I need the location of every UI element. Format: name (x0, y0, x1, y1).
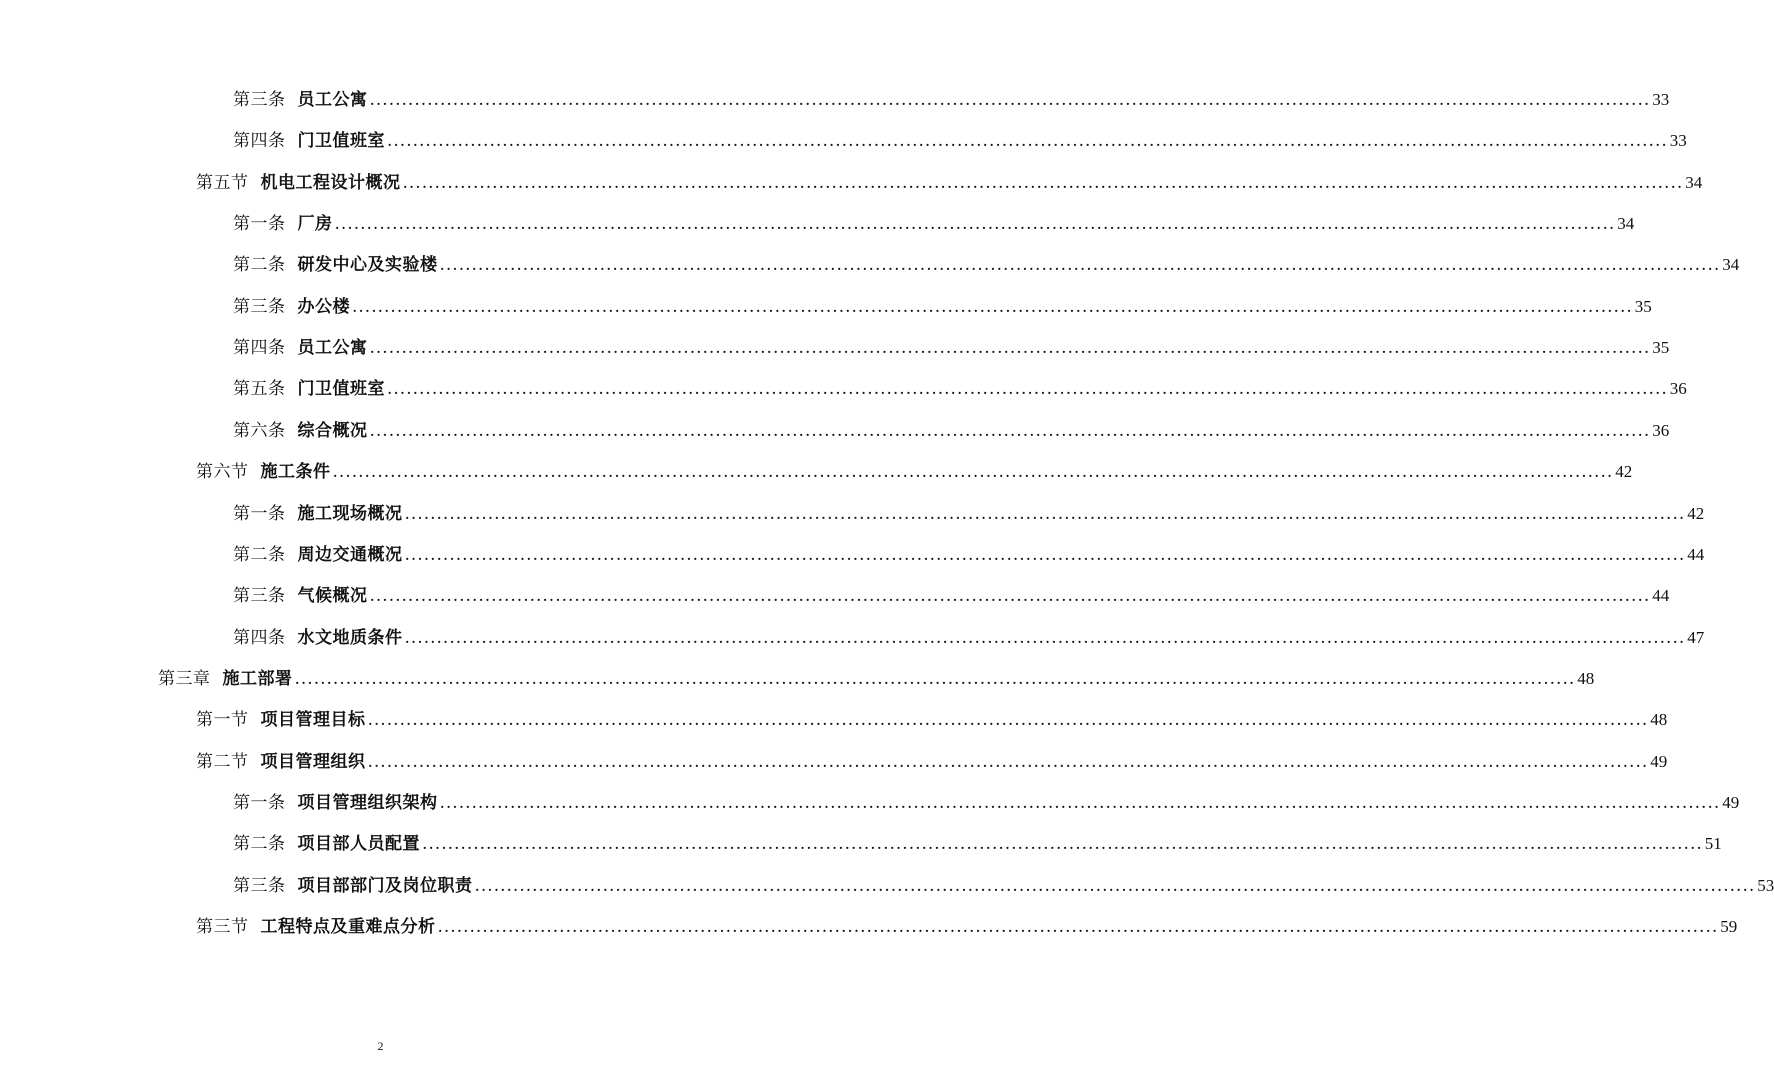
toc-entry-page: 34 (1685, 172, 1703, 192)
toc-entry-title: 门卫值班室 (297, 131, 385, 152)
toc-entry-title: 施工部署 (222, 668, 293, 689)
toc-entry-title: 项目部人员配置 (297, 834, 420, 855)
toc-leader-dots: ........................................................................................................................................................................................................ (369, 338, 1651, 359)
toc-entry-title: 员工公寓 (297, 338, 368, 359)
toc-entry-title: 厂房 (297, 214, 333, 235)
toc-leader-dots: ........................................................................................................................................................................................................ (369, 90, 1651, 110)
toc-entry[interactable] (233, 832, 1722, 856)
toc-entry[interactable] (233, 626, 1705, 650)
toc-entry-title: 施工现场概况 (297, 503, 403, 524)
toc-leader-dots: ........................................................................................................................................................................................................ (402, 172, 1684, 193)
toc-leader-dots: ........................................................................................................................................................................................................ (332, 462, 1614, 483)
toc-entry-page: 48 (1577, 668, 1595, 688)
toc-entry-title: 气候概况 (297, 586, 368, 607)
toc-entry-page: 49 (1650, 751, 1668, 771)
toc-leader-dots: ........................................................................................................................................................................................................ (367, 710, 1649, 731)
toc-entry-page: 33 (1652, 90, 1670, 109)
toc-entry-title: 项目管理组织架构 (297, 792, 438, 813)
toc-leader-dots: ........................................................................................................................................................................................................ (387, 131, 1668, 152)
toc-entry-page: 36 (1669, 379, 1687, 399)
toc-entry-title: 施工条件 (260, 462, 331, 483)
toc-entry-page: 59 (1720, 917, 1738, 936)
toc-entry-number: 第三条 (233, 296, 286, 317)
toc-entry-title: 门卫值班室 (297, 379, 385, 400)
toc-entry-number: 第二条 (233, 544, 286, 565)
toc-entry-page: 51 (1704, 834, 1722, 854)
toc-entry-page: 44 (1687, 544, 1705, 564)
toc-entry[interactable] (196, 708, 1668, 732)
toc-entry-number: 第三章 (158, 668, 211, 689)
toc-leader-dots: ........................................................................................................................................................................................................ (352, 296, 1633, 317)
toc-entry[interactable] (233, 212, 1635, 236)
toc-entry-number: 第五条 (233, 379, 286, 400)
toc-entry-page: 35 (1652, 338, 1670, 358)
toc-entry-number: 第三条 (233, 875, 286, 896)
toc-leader-dots: ........................................................................................................................................................................................................ (294, 668, 1576, 689)
toc-entry-title: 综合概况 (297, 420, 368, 441)
toc-entry[interactable] (233, 377, 1687, 401)
toc-leader-dots: ........................................................................................................................................................................................................ (404, 503, 1686, 524)
toc-entry-title: 项目管理组织 (260, 751, 366, 772)
toc-entry-number: 第三条 (233, 90, 286, 110)
toc-entry[interactable] (233, 419, 1670, 443)
toc-entry-page: 48 (1650, 710, 1668, 730)
toc-entry[interactable] (233, 88, 1670, 112)
toc-leader-dots: ........................................................................................................................................................................................................ (369, 586, 1651, 607)
toc-entry-title: 机电工程设计概况 (260, 172, 401, 193)
toc-entry-title: 项目部部门及岗位职责 (297, 875, 473, 896)
toc-entry-page: 42 (1687, 503, 1705, 523)
toc-entry-page: 35 (1634, 296, 1652, 316)
toc-entry-page: 36 (1652, 420, 1670, 440)
toc-leader-dots: ........................................................................................................................................................................................................ (404, 627, 1686, 648)
toc-entry[interactable] (233, 129, 1687, 153)
toc-entry-number: 第五节 (196, 172, 249, 193)
toc-entry[interactable] (196, 171, 1703, 195)
toc-entry[interactable] (233, 295, 1652, 319)
toc-leader-dots: ........................................................................................................................................................................................................ (439, 792, 1721, 813)
toc-leader-dots: ........................................................................................................................................................................................................ (334, 214, 1616, 235)
toc-entry-title: 项目管理目标 (260, 710, 366, 731)
toc-entry-title: 水文地质条件 (297, 627, 403, 648)
toc-entry-title: 办公楼 (297, 296, 350, 317)
toc-leader-dots: ........................................................................................................................................................................................................ (404, 544, 1686, 565)
toc-leader-dots: ........................................................................................................................................................................................................ (369, 420, 1651, 441)
toc-entry-number: 第四条 (233, 627, 286, 648)
toc-entry-number: 第四条 (233, 131, 286, 152)
toc-entry-title: 研发中心及实验楼 (297, 255, 438, 276)
toc-entry-number: 第二条 (233, 255, 286, 276)
toc-entry[interactable] (158, 667, 1595, 691)
toc-entry-title: 工程特点及重难点分析 (260, 917, 436, 937)
toc-leader-dots: ........................................................................................................................................................................................................ (439, 255, 1721, 276)
page-number: 2 (377, 1039, 384, 1053)
toc-entry[interactable] (196, 460, 1633, 484)
toc-entry-page: 34 (1722, 255, 1740, 275)
toc-entry-number: 第二节 (196, 751, 249, 772)
toc-entry-page: 44 (1652, 586, 1670, 606)
toc-entry[interactable] (233, 791, 1740, 815)
toc-entry-number: 第二条 (233, 834, 286, 855)
toc-leader-dots: ........................................................................................................................................................................................................ (422, 834, 1703, 855)
toc-entry-page: 34 (1617, 214, 1635, 234)
toc-entry-number: 第四条 (233, 338, 286, 359)
toc-entry[interactable] (196, 915, 1738, 939)
toc-leader-dots: ........................................................................................................................................................................................................ (437, 917, 1719, 937)
toc-entry-title: 周边交通概况 (297, 544, 403, 565)
toc-entry[interactable] (196, 750, 1668, 774)
toc-entry[interactable] (233, 502, 1705, 526)
toc-entry-page: 47 (1687, 627, 1705, 647)
toc-entry[interactable] (233, 543, 1705, 567)
toc-leader-dots: ........................................................................................................................................................................................................ (367, 751, 1649, 772)
toc-entry-page: 42 (1615, 462, 1633, 482)
toc-entry-number: 第六节 (196, 462, 249, 483)
toc-entry-number: 第六条 (233, 420, 286, 441)
toc-entry-page: 49 (1722, 792, 1740, 812)
toc-entry-number: 第一条 (233, 792, 286, 813)
toc-entry[interactable] (233, 874, 1774, 898)
toc-leader-dots: ........................................................................................................................................................................................................ (474, 875, 1756, 896)
toc-entry-title: 员工公寓 (297, 90, 368, 110)
toc-entry-number: 第三节 (196, 917, 249, 937)
toc-leader-dots: ........................................................................................................................................................................................................ (387, 379, 1668, 400)
toc-entry[interactable] (233, 584, 1670, 608)
toc-entry-number: 第三条 (233, 586, 286, 607)
toc-entry-number: 第一条 (233, 503, 286, 524)
toc-entry-page: 53 (1757, 875, 1774, 895)
toc-entry-number: 第一条 (233, 214, 286, 235)
toc-entry[interactable] (233, 253, 1740, 277)
toc-entry-number: 第一节 (196, 710, 249, 731)
toc-entry[interactable] (233, 336, 1670, 360)
toc-entry-page: 33 (1669, 131, 1687, 151)
